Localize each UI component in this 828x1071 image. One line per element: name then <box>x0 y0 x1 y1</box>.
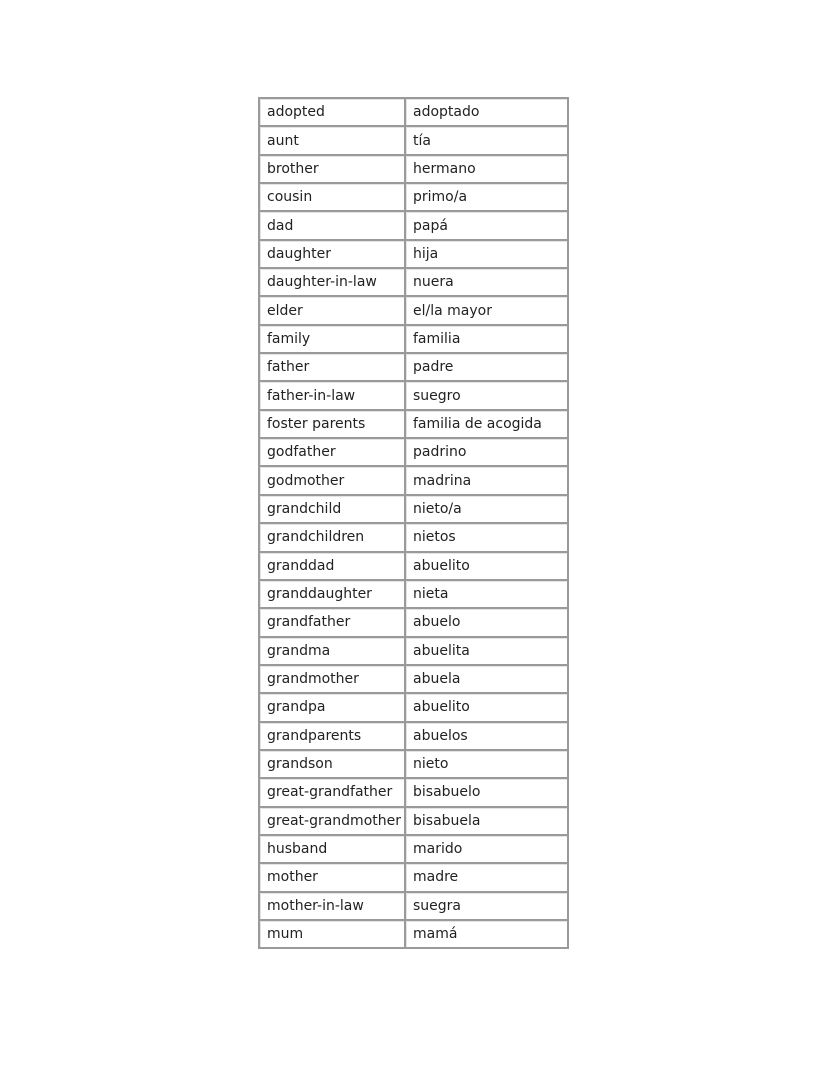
english-term-cell: grandson <box>259 750 405 778</box>
spanish-term-cell: suegro <box>405 381 568 409</box>
table-row <box>259 552 568 580</box>
spanish-term-cell: adoptado <box>405 98 568 126</box>
spanish-term-cell: nieto <box>405 750 568 778</box>
vocabulary-table <box>258 97 569 949</box>
english-term-cell: mother <box>259 863 405 891</box>
english-term-cell: grandmother <box>259 665 405 693</box>
table-row <box>259 863 568 891</box>
table-row <box>259 126 568 154</box>
english-term-cell: aunt <box>259 126 405 154</box>
spanish-term-cell: madrina <box>405 466 568 494</box>
spanish-term-cell: familia de acogida <box>405 410 568 438</box>
spanish-term-cell: hija <box>405 240 568 268</box>
table-row <box>259 183 568 211</box>
table-row <box>259 98 568 126</box>
english-term-cell: godfather <box>259 438 405 466</box>
table-row <box>259 892 568 920</box>
table-row <box>259 580 568 608</box>
english-term-cell: great-grandfather <box>259 778 405 806</box>
spanish-term-cell: abuelos <box>405 722 568 750</box>
english-term-cell: mother-in-law <box>259 892 405 920</box>
table-row <box>259 410 568 438</box>
table-row <box>259 722 568 750</box>
english-term-cell: grandpa <box>259 693 405 721</box>
spanish-term-cell: bisabuelo <box>405 778 568 806</box>
english-term-cell: granddad <box>259 552 405 580</box>
table-row <box>259 466 568 494</box>
table-row <box>259 693 568 721</box>
english-term-cell: great-grandmother <box>259 807 405 835</box>
english-term-cell: elder <box>259 296 405 324</box>
table-row <box>259 807 568 835</box>
table-row <box>259 665 568 693</box>
table-row <box>259 325 568 353</box>
english-term-cell: cousin <box>259 183 405 211</box>
english-term-cell: father-in-law <box>259 381 405 409</box>
table-row <box>259 608 568 636</box>
english-term-cell: daughter-in-law <box>259 268 405 296</box>
table-row <box>259 495 568 523</box>
table-row <box>259 155 568 183</box>
english-term-cell: foster parents <box>259 410 405 438</box>
spanish-term-cell: papá <box>405 211 568 239</box>
vocabulary-table-body <box>259 98 568 948</box>
spanish-term-cell: tía <box>405 126 568 154</box>
spanish-term-cell: padrino <box>405 438 568 466</box>
spanish-term-cell: abuelito <box>405 552 568 580</box>
spanish-term-cell: primo/a <box>405 183 568 211</box>
table-row <box>259 778 568 806</box>
english-term-cell: grandma <box>259 637 405 665</box>
spanish-term-cell: nietos <box>405 523 568 551</box>
table-row <box>259 637 568 665</box>
spanish-term-cell: abuela <box>405 665 568 693</box>
english-term-cell: godmother <box>259 466 405 494</box>
table-row <box>259 268 568 296</box>
table-row <box>259 240 568 268</box>
english-term-cell: adopted <box>259 98 405 126</box>
spanish-term-cell: hermano <box>405 155 568 183</box>
english-term-cell: grandfather <box>259 608 405 636</box>
english-term-cell: husband <box>259 835 405 863</box>
english-term-cell: grandchild <box>259 495 405 523</box>
english-term-cell: brother <box>259 155 405 183</box>
spanish-term-cell: marido <box>405 835 568 863</box>
spanish-term-cell: bisabuela <box>405 807 568 835</box>
spanish-term-cell: padre <box>405 353 568 381</box>
table-row <box>259 211 568 239</box>
english-term-cell: daughter <box>259 240 405 268</box>
english-term-cell: father <box>259 353 405 381</box>
english-term-cell: family <box>259 325 405 353</box>
spanish-term-cell: madre <box>405 863 568 891</box>
table-row <box>259 750 568 778</box>
table-row <box>259 353 568 381</box>
table-row <box>259 438 568 466</box>
spanish-term-cell: nieto/a <box>405 495 568 523</box>
english-term-cell: grandparents <box>259 722 405 750</box>
spanish-term-cell: abuelita <box>405 637 568 665</box>
spanish-term-cell: abuelo <box>405 608 568 636</box>
english-term-cell: dad <box>259 211 405 239</box>
table-row <box>259 523 568 551</box>
spanish-term-cell: abuelito <box>405 693 568 721</box>
english-term-cell: mum <box>259 920 405 948</box>
spanish-term-cell: el/la mayor <box>405 296 568 324</box>
english-term-cell: granddaughter <box>259 580 405 608</box>
table-row <box>259 296 568 324</box>
spanish-term-cell: suegra <box>405 892 568 920</box>
table-row <box>259 835 568 863</box>
spanish-term-cell: mamá <box>405 920 568 948</box>
table-row <box>259 381 568 409</box>
table-row <box>259 920 568 948</box>
english-term-cell: grandchildren <box>259 523 405 551</box>
spanish-term-cell: nuera <box>405 268 568 296</box>
spanish-term-cell: nieta <box>405 580 568 608</box>
spanish-term-cell: familia <box>405 325 568 353</box>
